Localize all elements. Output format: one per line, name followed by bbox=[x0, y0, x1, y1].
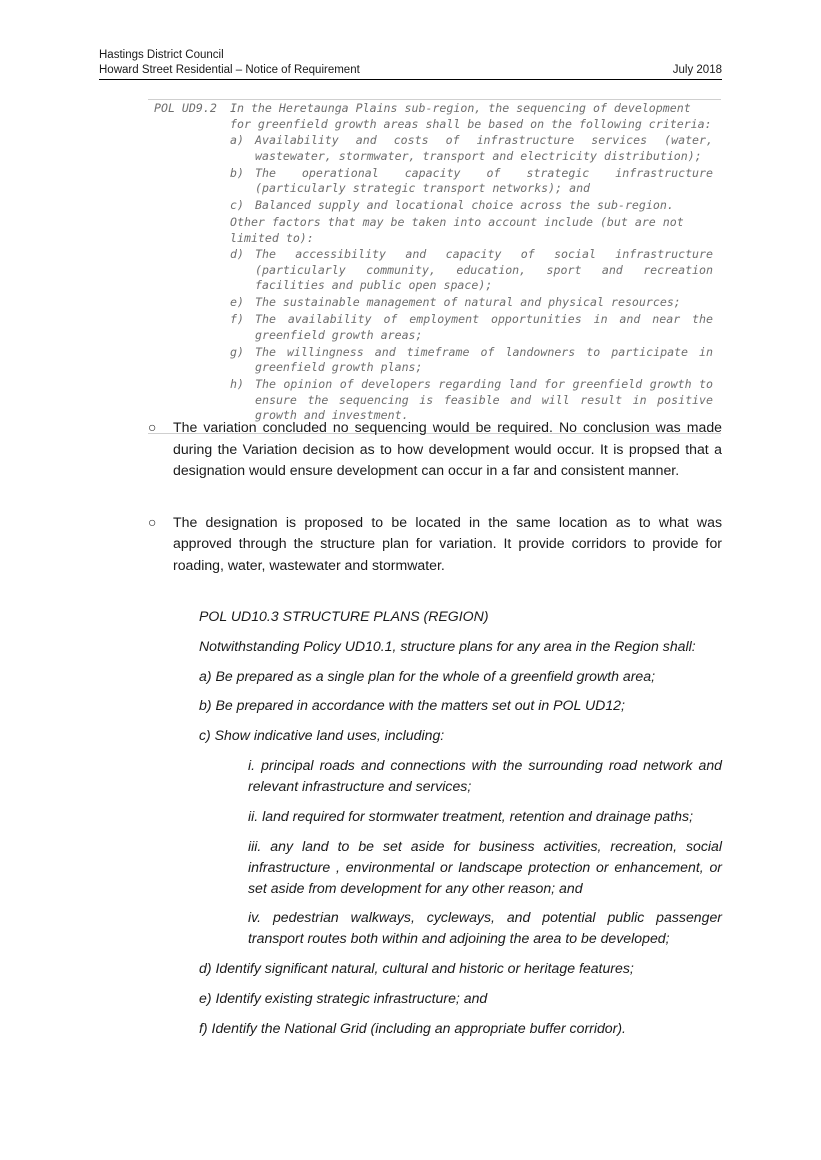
factor-text: The willingness and timeframe of landowners to participate in greenfield growth plans; bbox=[255, 344, 713, 374]
other-factors-list bbox=[230, 247, 713, 424]
criteria-label: b) bbox=[230, 165, 244, 180]
criteria-list bbox=[230, 133, 713, 214]
criteria-text: Balanced supply and locational choice across the sub-region. bbox=[255, 198, 674, 212]
factor-item bbox=[230, 247, 713, 294]
policy-sub-item: iv. pedestrian walkways, cycleways, and potential public passenger transport routes both within and adjoining the area to be developed; bbox=[248, 909, 722, 947]
bullet-item bbox=[148, 417, 722, 482]
bullet-text: The variation concluded no sequencing would be required. No conclusion was made during the Variation decision as to how development would occur. It is propsed that a designation would ensure development can occur in a far and consistent manner. bbox=[173, 419, 722, 478]
factor-label: g) bbox=[230, 344, 244, 359]
policy-item-d: d) Identify significant natural, cultural and historic or heritage features; bbox=[199, 960, 634, 977]
policy-code: POL UD9.2 bbox=[154, 101, 217, 115]
policy-heading: POL UD10.3 STRUCTURE PLANS (REGION) bbox=[199, 608, 489, 624]
header-line bbox=[99, 63, 722, 80]
factor-text: The availability of employment opportunities in and near the greenfield growth areas; bbox=[255, 312, 713, 342]
bullet-item bbox=[148, 512, 722, 577]
criteria-label: a) bbox=[230, 133, 244, 147]
criteria-item bbox=[230, 133, 713, 164]
other-factors-intro: Other factors that may be taken into account include (but are not limited to): bbox=[230, 215, 684, 245]
criteria-text: Availability and costs of infrastructure services (water, wastewater, stormwater, transport and electricity distribution); bbox=[255, 133, 713, 163]
criteria-text: The operational capacity of strategic infrastructure (particularly strategic transport networks); and bbox=[255, 165, 713, 195]
factor-item bbox=[230, 345, 713, 376]
policy-sub-item: ii. land required for stormwater treatment, retention and drainage paths; bbox=[248, 807, 693, 824]
factor-text: The sustainable management of natural and physical resources; bbox=[255, 295, 681, 309]
factor-label: h) bbox=[230, 377, 244, 391]
bullet-text: The designation is proposed to be located in the same location as to what was approved through the structure plan for variation. It provide corridors to provide for roading, water, wastewater and stormwater. bbox=[173, 513, 722, 573]
factor-item bbox=[230, 312, 713, 343]
policy-item-a: a) Be prepared as a single plan for the whole of a greenfield growth area; bbox=[199, 667, 655, 684]
factor-label: e) bbox=[230, 295, 244, 309]
policy-ud10-3 bbox=[199, 606, 722, 1048]
criteria-item bbox=[230, 166, 713, 197]
policy-item-c: c) Show indicative land uses, including: bbox=[199, 727, 445, 744]
factor-item bbox=[230, 295, 713, 311]
policy-item-e: e) Identify existing strategic infrastructure; and bbox=[199, 989, 488, 1006]
policy-body bbox=[230, 101, 721, 424]
policy-intro: In the Heretaunga Plains sub-region, the sequencing of development for greenfield growth areas shall be based on the following criteria: bbox=[230, 101, 712, 131]
document-date: July 2018 bbox=[672, 64, 722, 76]
policy-ud9-2-box bbox=[148, 99, 721, 434]
factor-label: f) bbox=[230, 312, 244, 326]
policy-item-f: f) Identify the National Grid (including an appropriate buffer corridor). bbox=[199, 1019, 626, 1036]
policy-sub-item: iii. any land to be set aside for business activities, recreation, social infrastructure , environmental or landscape protection or enhancement, or set aside from development for any other reason; and bbox=[248, 837, 722, 896]
criteria-label: c) bbox=[230, 198, 244, 212]
bullet-marker-icon: ○ bbox=[148, 419, 157, 435]
policy-sub-item: i. principal roads and connections with the surrounding road network and relevant infrastructure and services; bbox=[248, 756, 722, 794]
organization-name: Hastings District Council bbox=[99, 49, 224, 61]
policy-item-b: b) Be prepared in accordance with the matters set out in POL UD12; bbox=[199, 697, 625, 714]
document-title: Howard Street Residential – Notice of Requirement bbox=[99, 64, 360, 76]
factor-text: The accessibility and capacity of social infrastructure (particularly community, education, sport and recreation facilities and public open space); bbox=[255, 247, 713, 292]
factor-text: The opinion of developers regarding land for greenfield growth to ensure the sequencing is feasible and will result in positive growth and investment. bbox=[255, 377, 713, 422]
factor-label: d) bbox=[230, 247, 244, 261]
bullet-list bbox=[148, 417, 722, 606]
page-header bbox=[99, 48, 722, 80]
criteria-item bbox=[230, 198, 713, 214]
policy-intro: Notwithstanding Policy UD10.1, structure plans for any area in the Region shall: bbox=[199, 637, 696, 654]
bullet-marker-icon: ○ bbox=[148, 513, 157, 530]
